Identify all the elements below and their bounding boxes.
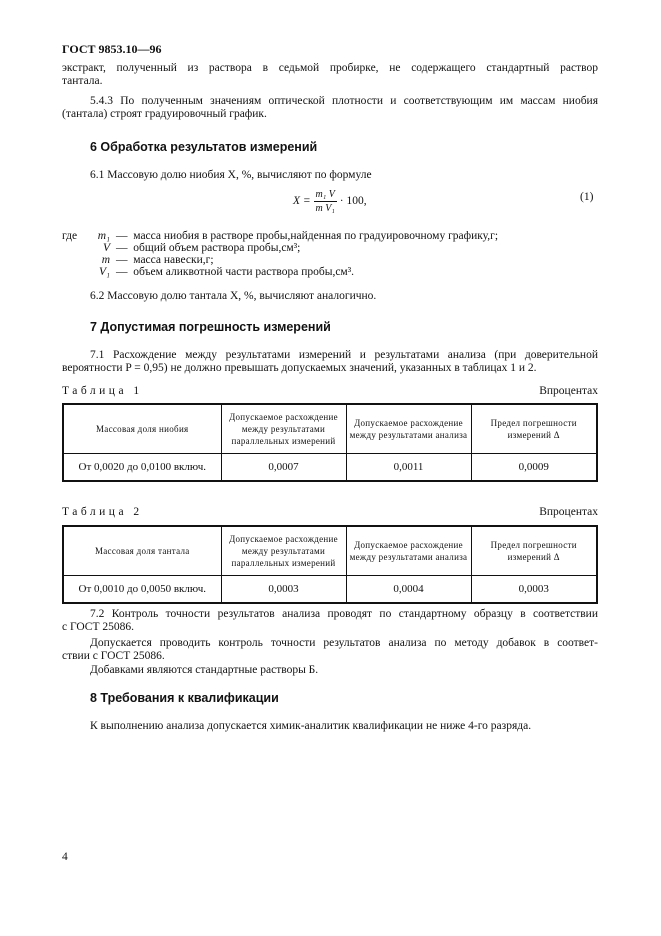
var-symbol: m₁: [97, 230, 110, 242]
formula-numerator: m₁ V: [315, 189, 335, 200]
formula-number: (1): [580, 191, 594, 203]
formula-tail: · 100,: [339, 195, 367, 208]
table-2-unit: Впроцентах: [539, 506, 598, 518]
table-header-cell: Предел погрешности измерений Δ: [471, 526, 597, 576]
table-header-row: [63, 404, 597, 454]
paragraph-line: Допускается проводить контроль точности результатов анализа по методу добавок в соответ-: [90, 637, 598, 649]
paragraph-line: тантала.: [62, 75, 103, 87]
paragraph-line: с ГОСТ 25086.: [62, 621, 134, 633]
section-6-heading: 6 Обработка результатов измерений: [90, 140, 318, 154]
paragraph-line: (тантала) строят градуировочный график.: [62, 108, 267, 120]
table-cell: 0,0003: [221, 576, 346, 604]
table-cell: От 0,0020 до 0,0100 включ.: [63, 454, 221, 482]
paragraph-line: 5.4.3 По полученным значениям оптической плотности и соответствующим им массам ниобия: [90, 95, 598, 107]
var-symbol: m: [101, 254, 110, 266]
table-2-label: Таблица 2: [62, 506, 143, 518]
var-symbol: V: [102, 242, 110, 254]
table-2: [62, 525, 598, 604]
table-row: [63, 576, 597, 604]
formula-denominator: m V₁: [315, 203, 335, 214]
section-8-heading: 8 Требования к квалификации: [90, 691, 279, 705]
table-header-cell: Массовая доля тантала: [63, 526, 221, 576]
formula-fraction: [314, 188, 337, 215]
table-row: [63, 454, 597, 482]
formula: [293, 188, 367, 215]
var-desc: — объем аликвотной части раствора пробы,см³.: [116, 266, 355, 278]
table-header-row: [63, 526, 597, 576]
table-cell: 0,0011: [346, 454, 471, 482]
paragraph-line: ствии с ГОСТ 25086.: [62, 650, 165, 662]
var-desc: — масса ниобия в растворе пробы,найденная по градуировочному графику,г;: [116, 230, 499, 242]
where-label: где: [62, 230, 78, 242]
table-1-unit: Впроцентах: [539, 385, 598, 397]
document-header: ГОСТ 9853.10—96: [62, 42, 162, 56]
paragraph-8: К выполнению анализа допускается химик-аналитик квалификации не ниже 4-го разряда.: [90, 720, 532, 732]
formula-lhs: X =: [293, 195, 311, 208]
page-number: 4: [62, 851, 68, 863]
paragraph-6-2: 6.2 Массовую долю тантала X, %, вычисляют аналогично.: [90, 290, 377, 302]
table-cell: 0,0009: [471, 454, 597, 482]
var-desc: — масса навески,г;: [116, 254, 214, 266]
table-1-label: Таблица 1: [62, 385, 143, 397]
table-cell: От 0,0010 до 0,0050 включ.: [63, 576, 221, 604]
paragraph-line: Добавками являются стандартные растворы Б.: [90, 664, 319, 676]
table-1: [62, 403, 598, 482]
var-desc: — общий объем раствора пробы,см³;: [116, 242, 301, 254]
table-header-cell: Предел погрешности измерений Δ: [471, 404, 597, 454]
table-header-cell: Массовая доля ниобия: [63, 404, 221, 454]
paragraph-line: экстракт, полученный из раствора в седьмой пробирке, не содержащего стандартный раствор: [62, 62, 598, 74]
var-symbol: V₁: [98, 266, 110, 278]
table-header-cell: Допускаемое расхождение между результатами параллельных измерений: [221, 526, 346, 576]
paragraph-line: 7.2 Контроль точности результатов анализа проводят по стандартному образцу в соответствии: [90, 608, 598, 620]
table-header-cell: Допускаемое расхождение между результатами анализа: [346, 404, 471, 454]
table-cell: 0,0007: [221, 454, 346, 482]
paragraph-line: 7.1 Расхождение между результатами измерений и результатами анализа (при доверительной: [90, 349, 598, 361]
table-cell: 0,0004: [346, 576, 471, 604]
table-header-cell: Допускаемое расхождение между результатами параллельных измерений: [221, 404, 346, 454]
table-cell: 0,0003: [471, 576, 597, 604]
section-7-heading: 7 Допустимая погрешность измерений: [90, 320, 331, 334]
paragraph-line: вероятности P = 0,95) не должно превышать допускаемых значений, указанных в таблицах 1 и 2.: [62, 362, 537, 374]
table-header-cell: Допускаемое расхождение между результатами анализа: [346, 526, 471, 576]
paragraph-6-1: 6.1 Массовую долю ниобия X, %, вычисляют по формуле: [90, 169, 372, 181]
